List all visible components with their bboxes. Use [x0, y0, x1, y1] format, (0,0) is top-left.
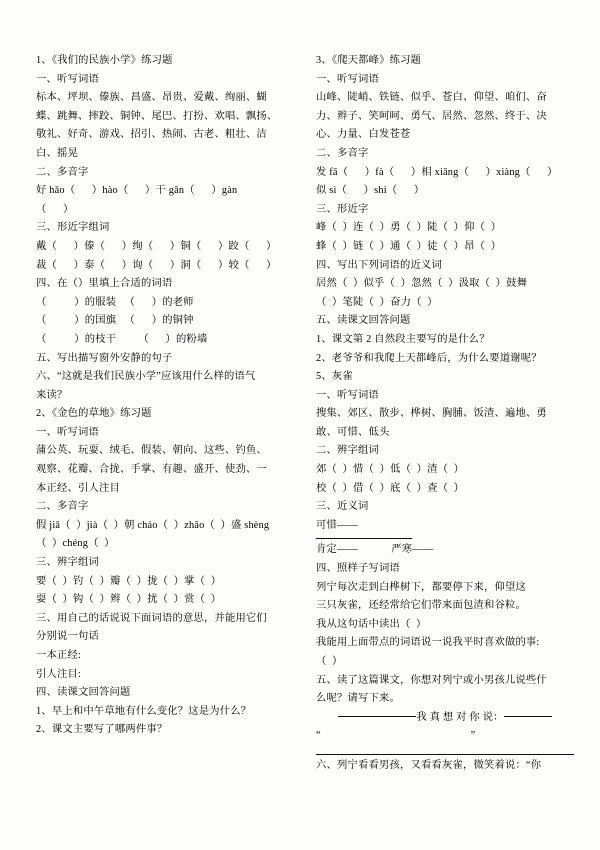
text-line: 六、列宁看看男孩，又看看灰雀，微笑着说：“你	[316, 759, 542, 771]
text-line: 四、写出下列词语的近义词	[316, 259, 442, 271]
text-line: 2、课文主要写了哪两件事？	[36, 724, 168, 736]
text-line: 蒲公英、玩耍、绒毛、假装、朝向、这些、钓鱼、	[36, 445, 267, 457]
text-line: 四、照样子写词语	[316, 563, 400, 575]
text-line: 一、听写词语	[316, 389, 379, 401]
text-line: 二、多音字	[36, 501, 89, 513]
text-line: 六、“这就是我们民族小学”应该用什么样的语气	[36, 371, 256, 383]
text-line: 标本、坪坝、傣族、昌盛、昂贵、爱戴、绚丽、蝴	[36, 92, 267, 104]
text-line: 五、读课文回答问题	[316, 315, 411, 327]
text-line: 裁（ ）泰（ ）询（ ）洞（ ）较（ ）	[36, 259, 277, 271]
text-line: 一、听写词语	[316, 73, 379, 85]
right-column	[316, 52, 574, 820]
text-line: （ ）的枝干 （ ）的粉墙	[36, 333, 208, 345]
two-column-layout	[36, 52, 564, 820]
text-line: 来读？	[36, 389, 68, 401]
text-line: 1、课文第 2 自然段主要写的是什么？	[316, 333, 490, 345]
text-line: 居然（ ）似乎（ ）忽然（ ）汲取（ ）鼓舞	[316, 278, 528, 290]
text-line: 五、读了这篇课文，你想对列宁或小男孩儿说些什	[316, 674, 547, 686]
text-line: 四、读课文回答问题	[36, 687, 131, 699]
text-line: 么呢？请写下来。	[316, 693, 400, 705]
text-line: 一、听写词语	[36, 73, 99, 85]
text-line: 敢、可惜、低头	[316, 426, 390, 438]
text-line: 校（ ）借（ ）底（ ）查（ ）	[316, 482, 465, 494]
text-line: （ ）	[316, 656, 343, 667]
text-line: 本正经、引人注目	[36, 482, 120, 494]
text-line: （ ）的服装 （ ）的老师	[36, 296, 194, 308]
text-line: 五、写出描写窗外安静的句子	[36, 352, 173, 364]
text-line: 三、辨字组词	[36, 557, 99, 569]
text-line: 发 fā（ ）fà（ ）相 xiāng（ ）xiàng（ ）	[316, 166, 558, 178]
text-line: 山峰、陡峭、铁链、似乎、苍白、仰望、咱们、奋	[316, 92, 547, 104]
text-line: 列宁每次走到白桦树下，都要停下来，仰望这	[316, 581, 526, 593]
right-rule	[504, 716, 552, 717]
text-line: 分别说一句话	[36, 631, 99, 643]
text-line-with-rule: 可惜——	[316, 519, 358, 531]
text-line: 蝶、跳舞、摔跤、铜钟、尾巴、打扮、欢唱、飘扬、	[36, 110, 278, 122]
text-line: 白、摇晃	[36, 147, 78, 159]
text-line: 2、老爷爷和我爬上天都峰后，为什么要道谢呢？	[316, 352, 542, 364]
text-line: 峰（ ）连（ ）勇（ ）陡（ ）仰（ ）	[316, 222, 502, 234]
text-line: 我从这句话中读出（ ）	[316, 618, 427, 630]
answer-rule	[316, 538, 412, 539]
text-line: 敬礼、好奇、游戏、招引、热闹、古老、粗壮、洁	[36, 129, 267, 141]
text-line: 四、在（）里填上合适的词语	[36, 278, 173, 290]
text-line: 一本正经:	[36, 650, 82, 661]
quote-answer-line: “ ”	[316, 730, 476, 742]
text-line: 似 sì（ ）shì（ ）	[316, 185, 425, 197]
text-line: 二、辨字组词	[316, 445, 379, 457]
text-line: 郊（ ）惜（ ）低（ ）渣（ ）	[316, 464, 465, 476]
text-line: 3、《爬天都峰》练习题	[316, 55, 422, 66]
text-line: 三、形近字组词	[36, 222, 110, 234]
text-line: 三、近义词	[316, 501, 369, 513]
text-line: 假 jiǎ（ ）jià（ ）朝 cháo（ ）zhāo（ ）盛 shèng	[36, 519, 270, 531]
text-line: 心、力量、白发苍苍	[316, 129, 411, 141]
text-line: 三只灰雀，还经常给它们带来面包渣和谷粒。	[316, 600, 526, 612]
text-line: （ ）笔陡（ ）奋力（ ）	[316, 296, 438, 308]
text-line: 搜集、郊区、散步、桦树、胸脯、饭渣、遍地、勇	[316, 408, 547, 420]
text-line: （ ）chéng（ ）	[36, 538, 115, 550]
text-line: 我能用上面带点的词语说一说我平时喜欢做的事:	[316, 637, 540, 649]
text-line: （ ）的国旗 （ ）的铜钟	[36, 315, 194, 327]
text-line: 戴（ ）傣（ ）绚（ ）铜（ ）跤（ ）	[36, 240, 277, 252]
text-line: （ ）	[36, 203, 74, 215]
text-line: 二、多音字	[36, 166, 89, 178]
signature-line	[316, 709, 574, 728]
text-line: 要（ ）钓（ ）瓣（ ）拢（ ）掌（ ）	[36, 575, 222, 587]
text-line: 一、听写词语	[36, 426, 99, 438]
text-line: 1、《我们的民族小学》练习题	[36, 55, 173, 66]
text-line: 肯定—— 严寒——	[316, 544, 434, 556]
text-line: 三、形近字	[316, 203, 369, 215]
signature-text: 我 真 想 对 你 说：	[416, 711, 504, 723]
text-line: 二、多音字	[316, 147, 369, 159]
text-line: 好 hǎo（ ）hào（ ）干 gān（ ）gàn	[36, 185, 238, 197]
left-column	[36, 52, 294, 820]
text-line: 2、《金色的草地》练习题	[36, 408, 152, 420]
text-line: 观察、花瓣、合拢、手掌、有趣、盛开、使劲、一	[36, 464, 267, 476]
text-line: 蜂（ ）链（ ）通（ ）徒（ ）昂（ ）	[316, 240, 502, 252]
text-line: 三、用自己的话说说下面词语的意思，并能用它们	[36, 612, 267, 624]
text-line: 1、早上和中午草地有什么变化？这是为什么？	[36, 705, 252, 717]
text-line: 5、灰雀	[316, 371, 353, 383]
answer-rule-long	[316, 754, 574, 755]
text-line: 引人注目:	[36, 668, 82, 680]
text-line: 力、辫子、笑呵呵、勇气、居然、忽然、终于、决	[316, 110, 547, 122]
text-line: 耍（ ）钩（ ）辫（ ）扰（ ）赏（ ）	[36, 594, 222, 606]
left-rule	[338, 716, 416, 717]
